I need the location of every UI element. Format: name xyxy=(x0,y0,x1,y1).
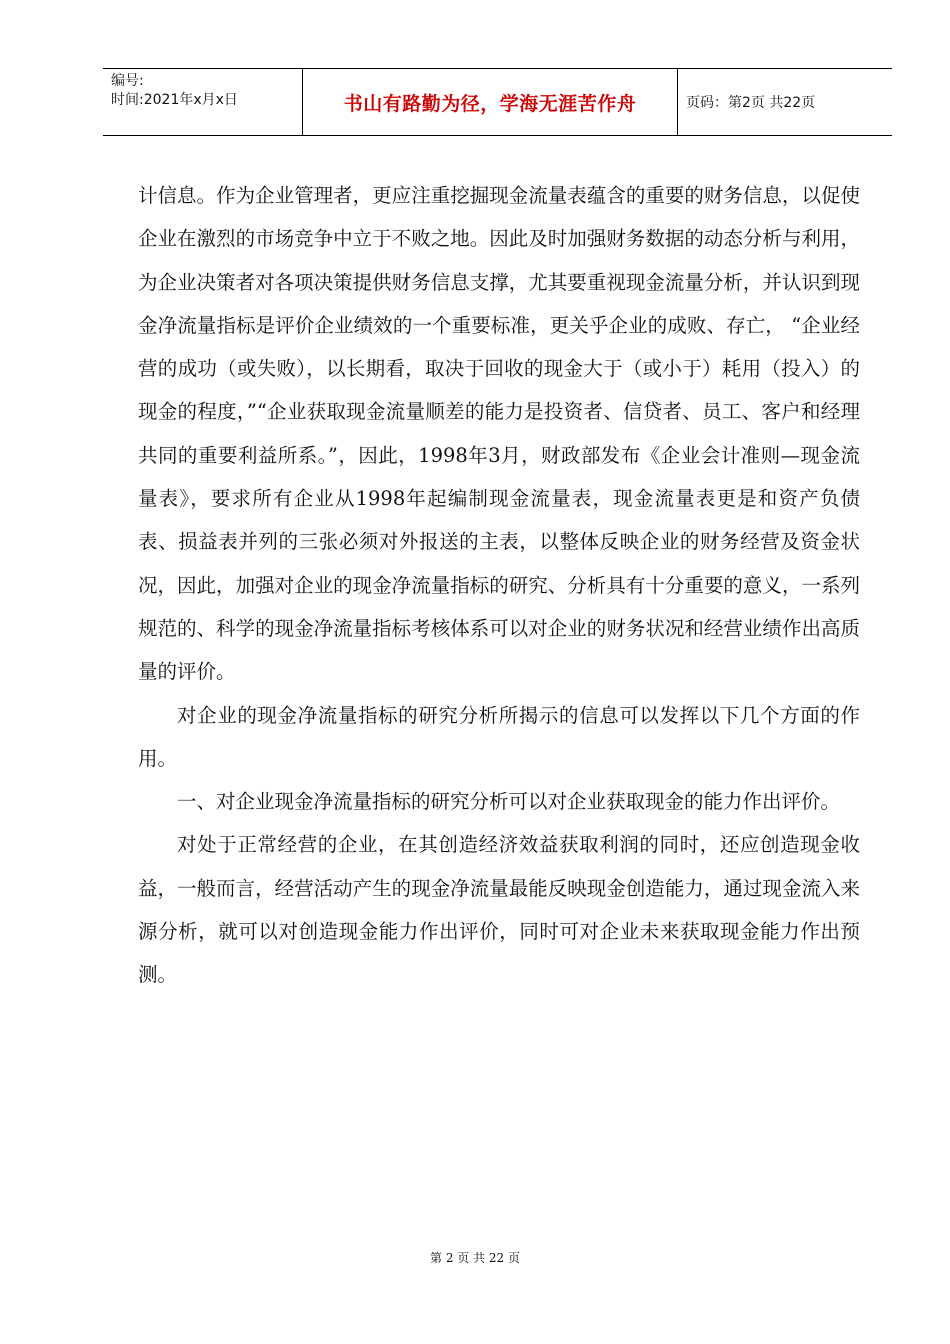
header-page-code: 页码：第2页 共22页 xyxy=(686,95,816,111)
footer-page-number: 第 2 页 共 22 页 xyxy=(430,1251,520,1265)
section-heading-one: 一、对企业现金净流量指标的研究分析可以对企业获取现金的能力作出评价。 xyxy=(177,790,841,814)
page-footer xyxy=(0,1249,950,1266)
document-number-label: 编号: xyxy=(111,73,144,89)
page-header xyxy=(103,68,892,136)
document-date: 时间:2021年x月x日 xyxy=(111,92,238,108)
paragraph-roles-intro: 对企业的现金净流量指标的研究分析所揭示的信息可以发挥以下几个方面的作用。 xyxy=(138,703,860,770)
header-info-cell xyxy=(103,69,303,135)
header-motto-cell xyxy=(303,69,678,135)
header-motto: 书山有路勤为径，学海无涯苦作舟 xyxy=(343,92,637,115)
document-body xyxy=(138,174,860,997)
paragraph-cash-ability: 对处于正常经营的企业，在其创造经济效益获取利润的同时，还应创造现金收益，一般而言，经营活动产生的现金净流量最能反映现金创造能力，通过现金流入来源分析，就可以对创造现金能力作出评价，同时可对企业未来获取现金能力作出预测。 xyxy=(138,833,860,987)
paragraph-continuation: 计信息。作为企业管理者，更应注重挖掘现金流量表蕴含的重要的财务信息，以促使企业在激烈的市场竞争中立于不败之地。因此及时加强财务数据的动态分析与利用，为企业决策者对各项决策提供财务信息支撑，尤其要重视现金流量分析，并认识到现金净流量指标是评价企业绩效的一个重要标准，更关乎企业的成败、存亡， “企业经营的成功（或失败），以长期看，取决于回收的现金大于（或小于）耗用（投入）的现金的程度，”“企业获取现金流量顺差的能力是投资者、信贷者、员工、客户和经理共同的重要利益所系。”，因此，1998年3月，财政部发布《企业会计准则—现金流量表》，要求所有企业从1998年起编制现金流量表，现金流量表更是和资产负债表、损益表并列的三张必须对外报送的主表，以整体反映企业的财务经营及资金状况，因此，加强对企业的现金净流量指标的研究、分析具有十分重要的意义，一系列规范的、科学的现金净流量指标考核体系可以对企业的财务状况和经营业绩作出高质量的评价。 xyxy=(138,184,860,684)
header-page-cell xyxy=(678,69,892,135)
